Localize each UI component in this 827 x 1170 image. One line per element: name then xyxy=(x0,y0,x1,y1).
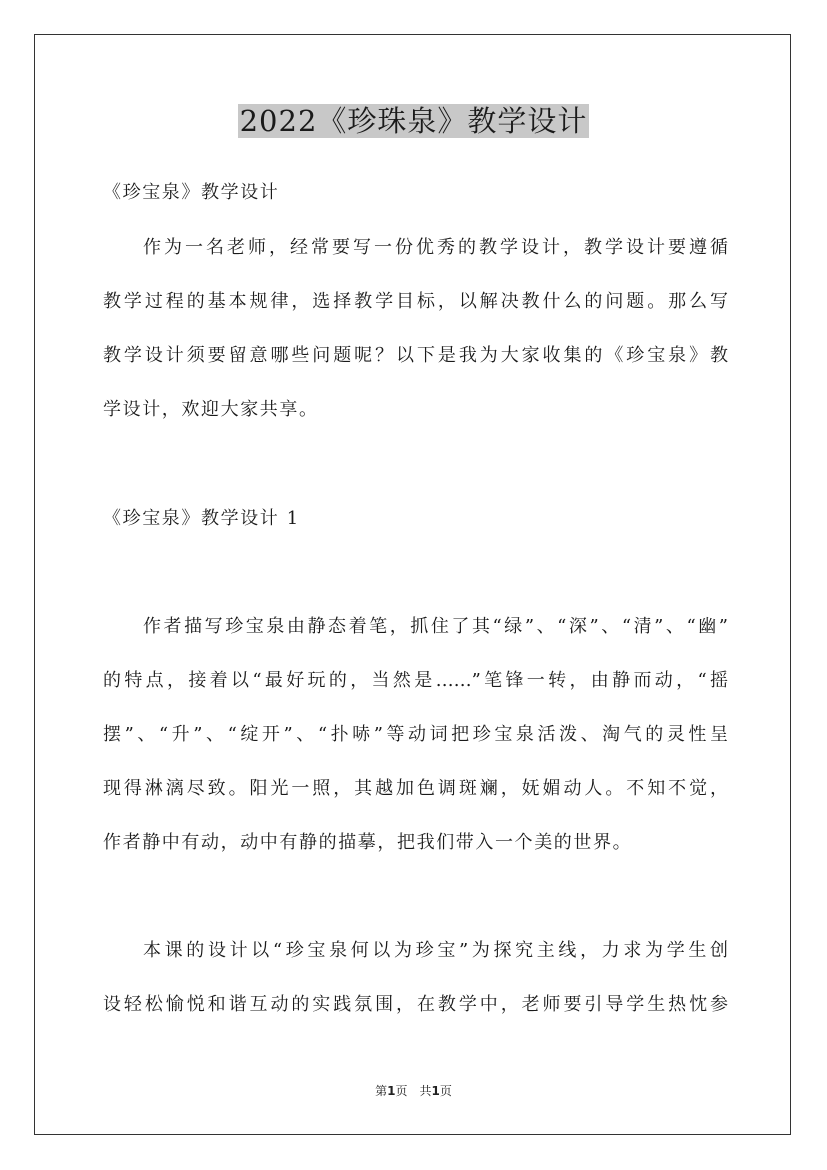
footer-page-total: 1 xyxy=(431,1084,440,1098)
paragraph1-line-2: 的特点，接着以“最好玩的，当然是……”笔锋一转，由静而动，“摇 xyxy=(103,670,728,691)
document-title xyxy=(0,101,827,141)
subtitle: 《珍宝泉》教学设计 xyxy=(103,182,280,203)
paragraph2-line-2: 设轻松愉悦和谐互动的实践氛围，在教学中，老师要引导学生热忱参 xyxy=(103,994,728,1015)
intro-line-4: 学设计，欢迎大家共享。 xyxy=(103,399,319,420)
footer-page-suffix: 页 xyxy=(439,1084,452,1098)
section-heading: 《珍宝泉》教学设计 1 xyxy=(103,508,300,529)
paragraph1-line-3: 摆”、“升”、“绽开”、“扑哧”等动词把珍宝泉活泼、淘气的灵性呈 xyxy=(103,724,728,745)
page-footer xyxy=(0,1082,827,1100)
footer-page-middle: 页 共 xyxy=(395,1084,432,1098)
intro-line-3: 教学设计须要留意哪些问题呢？以下是我为大家收集的《珍宝泉》教 xyxy=(103,345,728,366)
paragraph1-line-4: 现得淋漓尽致。阳光一照，其越加色调斑斓，妩媚动人。不知不觉， xyxy=(103,778,728,799)
footer-page-prefix: 第 xyxy=(375,1084,388,1098)
paragraph2-line-1: 本课的设计以“珍宝泉何以为珍宝”为探究主线，力求为学生创 xyxy=(143,940,728,961)
intro-line-1: 作为一名老师，经常要写一份优秀的教学设计，教学设计要遵循 xyxy=(143,237,728,258)
document-title-text: 2022《珍珠泉》教学设计 xyxy=(239,104,588,138)
paragraph1-line-5: 作者静中有动，动中有静的描摹，把我们带入一个美的世界。 xyxy=(103,832,633,853)
intro-line-2: 教学过程的基本规律，选择教学目标，以解决教什么的问题。那么写 xyxy=(103,291,728,312)
footer-page-current: 1 xyxy=(387,1084,396,1098)
paragraph1-line-1: 作者描写珍宝泉由静态着笔，抓住了其“绿”、“深”、“清”、“幽” xyxy=(143,616,728,637)
